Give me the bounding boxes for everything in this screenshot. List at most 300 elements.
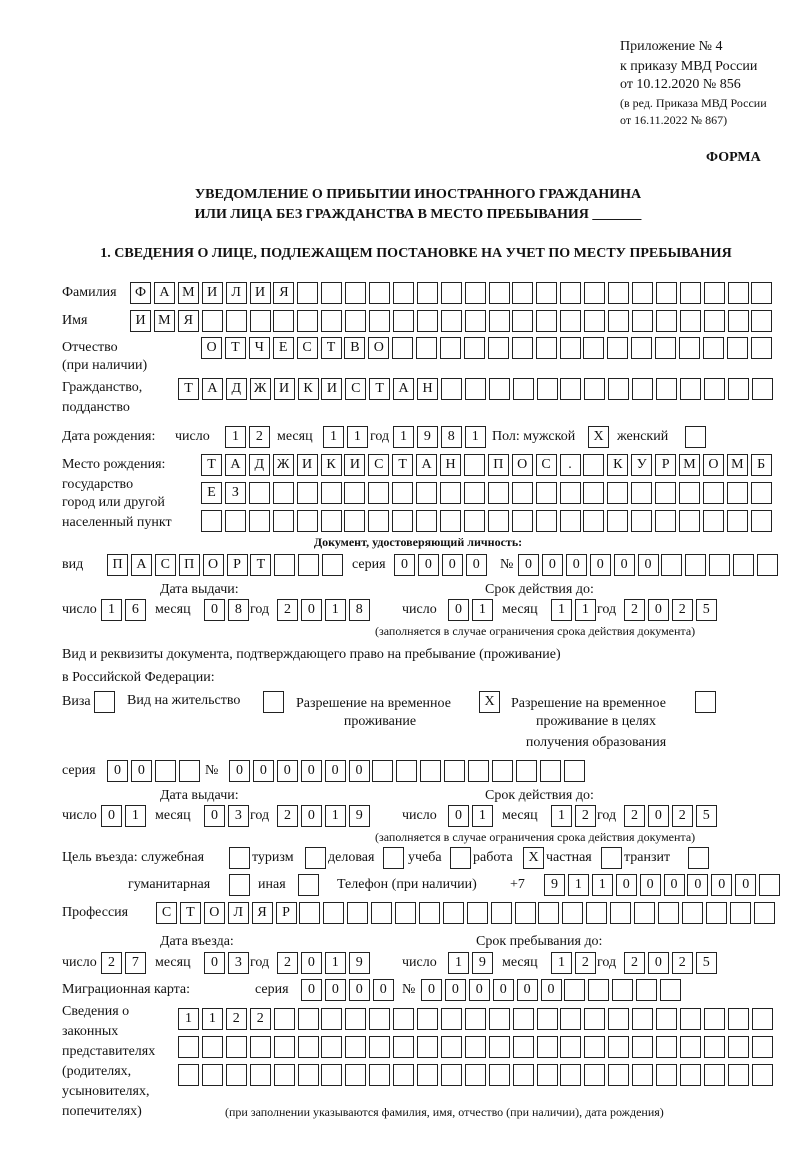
surname-box[interactable]: И xyxy=(250,282,271,304)
citizenship-box[interactable] xyxy=(584,378,605,400)
birthplace-box[interactable] xyxy=(464,454,485,476)
profession-box[interactable] xyxy=(658,902,679,924)
citizenship-box[interactable] xyxy=(632,378,653,400)
surname-box[interactable]: И xyxy=(202,282,223,304)
birthplace-box[interactable]: Е xyxy=(201,482,222,504)
representative-box[interactable] xyxy=(584,1064,605,1086)
profession-box[interactable] xyxy=(682,902,703,924)
year-box[interactable]: 2 xyxy=(672,805,693,827)
profession-box[interactable] xyxy=(467,902,488,924)
doc-kind-box[interactable]: П xyxy=(107,554,128,576)
citizenship-box[interactable] xyxy=(441,378,462,400)
patronymic-box[interactable] xyxy=(488,337,509,359)
representative-box[interactable] xyxy=(345,1064,366,1086)
purpose-checkbox[interactable] xyxy=(383,847,404,869)
representative-box[interactable] xyxy=(202,1036,223,1058)
surname-box[interactable]: Ф xyxy=(130,282,151,304)
profession-box[interactable] xyxy=(754,902,775,924)
day-box[interactable]: 9 xyxy=(472,952,493,974)
mig-series-box[interactable]: 0 xyxy=(325,979,346,1001)
trp-checkbox[interactable]: X xyxy=(479,691,500,713)
representative-box[interactable] xyxy=(321,1036,342,1058)
patronymic-box[interactable] xyxy=(655,337,676,359)
month-box[interactable]: 3 xyxy=(228,805,249,827)
day-box[interactable]: 1 xyxy=(225,426,246,448)
rp-number-box[interactable]: 0 xyxy=(349,760,370,782)
day-box[interactable]: 0 xyxy=(101,805,122,827)
representative-box[interactable] xyxy=(417,1064,438,1086)
surname-box[interactable] xyxy=(536,282,557,304)
representative-box[interactable] xyxy=(704,1008,725,1030)
year-box[interactable]: 2 xyxy=(277,805,298,827)
rp-number-box[interactable] xyxy=(372,760,393,782)
purpose-checkbox[interactable] xyxy=(688,847,709,869)
representative-box[interactable] xyxy=(465,1064,486,1086)
representative-box[interactable]: 1 xyxy=(202,1008,223,1030)
representative-box[interactable] xyxy=(465,1036,486,1058)
rp-series-box[interactable] xyxy=(179,760,200,782)
birthplace-box[interactable] xyxy=(464,510,485,532)
name-box[interactable] xyxy=(704,310,725,332)
doc-kind-box[interactable] xyxy=(274,554,295,576)
profession-box[interactable]: Т xyxy=(180,902,201,924)
patronymic-box[interactable] xyxy=(416,337,437,359)
rp-series-box[interactable]: 0 xyxy=(131,760,152,782)
surname-box[interactable] xyxy=(441,282,462,304)
rp-number-box[interactable]: 0 xyxy=(229,760,250,782)
surname-box[interactable] xyxy=(369,282,390,304)
representative-box[interactable] xyxy=(226,1036,247,1058)
representative-box[interactable] xyxy=(441,1036,462,1058)
birthplace-box[interactable] xyxy=(321,482,342,504)
day-box[interactable]: 2 xyxy=(249,426,270,448)
name-box[interactable] xyxy=(656,310,677,332)
name-box[interactable] xyxy=(273,310,294,332)
phone-box[interactable]: 1 xyxy=(568,874,589,896)
name-box[interactable] xyxy=(297,310,318,332)
citizenship-box[interactable] xyxy=(537,378,558,400)
mig-number-box[interactable]: 0 xyxy=(493,979,514,1001)
birthplace-box[interactable] xyxy=(488,482,509,504)
year-box[interactable]: 0 xyxy=(648,952,669,974)
birthplace-box[interactable] xyxy=(703,482,724,504)
representative-box[interactable] xyxy=(752,1064,773,1086)
patronymic-box[interactable]: С xyxy=(297,337,318,359)
birthplace-box[interactable] xyxy=(583,454,604,476)
citizenship-box[interactable]: Т xyxy=(369,378,390,400)
rp-number-box[interactable] xyxy=(564,760,585,782)
purpose-checkbox[interactable] xyxy=(298,874,319,896)
citizenship-box[interactable]: И xyxy=(321,378,342,400)
representative-box[interactable] xyxy=(369,1036,390,1058)
birthplace-box[interactable]: К xyxy=(607,454,628,476)
birthplace-box[interactable] xyxy=(679,482,700,504)
mig-number-box[interactable]: 0 xyxy=(541,979,562,1001)
surname-box[interactable] xyxy=(656,282,677,304)
representative-box[interactable] xyxy=(656,1064,677,1086)
birthplace-box[interactable] xyxy=(512,510,533,532)
year-box[interactable]: 2 xyxy=(277,952,298,974)
surname-box[interactable] xyxy=(321,282,342,304)
purpose-checkbox[interactable] xyxy=(229,874,250,896)
phone-box[interactable]: 0 xyxy=(640,874,661,896)
birthplace-box[interactable] xyxy=(727,482,748,504)
representative-box[interactable] xyxy=(369,1064,390,1086)
birthplace-box[interactable] xyxy=(368,510,389,532)
rp-number-box[interactable]: 0 xyxy=(277,760,298,782)
birthplace-box[interactable]: У xyxy=(631,454,652,476)
year-box[interactable]: 2 xyxy=(277,599,298,621)
profession-box[interactable] xyxy=(634,902,655,924)
representative-box[interactable] xyxy=(608,1036,629,1058)
birthplace-box[interactable] xyxy=(583,510,604,532)
month-box[interactable]: 1 xyxy=(575,599,596,621)
surname-box[interactable]: М xyxy=(178,282,199,304)
representative-box[interactable] xyxy=(680,1036,701,1058)
surname-box[interactable] xyxy=(560,282,581,304)
birthplace-box[interactable]: М xyxy=(727,454,748,476)
representative-box[interactable] xyxy=(417,1008,438,1030)
representative-box[interactable] xyxy=(274,1064,295,1086)
representative-box[interactable] xyxy=(584,1008,605,1030)
year-box[interactable]: 2 xyxy=(672,599,693,621)
day-box[interactable]: 0 xyxy=(448,805,469,827)
citizenship-box[interactable]: Н xyxy=(417,378,438,400)
birthplace-box[interactable] xyxy=(416,482,437,504)
representative-box[interactable] xyxy=(680,1064,701,1086)
phone-box[interactable]: 0 xyxy=(616,874,637,896)
profession-box[interactable] xyxy=(610,902,631,924)
doc-number-box[interactable] xyxy=(733,554,754,576)
purpose-checkbox[interactable]: X xyxy=(523,847,544,869)
doc-series-box[interactable]: 0 xyxy=(394,554,415,576)
month-box[interactable]: 1 xyxy=(551,952,572,974)
doc-number-box[interactable]: 0 xyxy=(614,554,635,576)
name-box[interactable] xyxy=(202,310,223,332)
surname-box[interactable]: Я xyxy=(273,282,294,304)
month-box[interactable]: 1 xyxy=(551,805,572,827)
day-box[interactable]: 1 xyxy=(125,805,146,827)
year-box[interactable]: 2 xyxy=(624,599,645,621)
doc-number-box[interactable] xyxy=(757,554,778,576)
representative-box[interactable] xyxy=(656,1008,677,1030)
doc-number-box[interactable]: 0 xyxy=(542,554,563,576)
citizenship-box[interactable] xyxy=(489,378,510,400)
representative-box[interactable] xyxy=(608,1008,629,1030)
representative-box[interactable] xyxy=(489,1008,510,1030)
representative-box[interactable] xyxy=(345,1036,366,1058)
birthplace-box[interactable] xyxy=(703,510,724,532)
male-checkbox[interactable]: X xyxy=(588,426,609,448)
birthplace-box[interactable] xyxy=(751,482,772,504)
surname-box[interactable] xyxy=(297,282,318,304)
profession-box[interactable] xyxy=(443,902,464,924)
birthplace-box[interactable] xyxy=(249,482,270,504)
phone-box[interactable] xyxy=(759,874,780,896)
representative-box[interactable] xyxy=(632,1036,653,1058)
year-box[interactable]: 9 xyxy=(349,805,370,827)
profession-box[interactable] xyxy=(538,902,559,924)
name-box[interactable] xyxy=(321,310,342,332)
representative-box[interactable] xyxy=(393,1064,414,1086)
surname-box[interactable] xyxy=(751,282,772,304)
doc-kind-box[interactable]: О xyxy=(203,554,224,576)
birthplace-box[interactable] xyxy=(344,482,365,504)
patronymic-box[interactable] xyxy=(392,337,413,359)
name-box[interactable] xyxy=(465,310,486,332)
patronymic-box[interactable]: В xyxy=(344,337,365,359)
birthplace-box[interactable] xyxy=(368,482,389,504)
profession-box[interactable]: Р xyxy=(276,902,297,924)
name-box[interactable]: М xyxy=(154,310,175,332)
doc-kind-box[interactable]: Т xyxy=(250,554,271,576)
day-box[interactable]: 1 xyxy=(101,599,122,621)
representative-box[interactable] xyxy=(202,1064,223,1086)
birthplace-box[interactable]: Р xyxy=(655,454,676,476)
citizenship-box[interactable]: К xyxy=(298,378,319,400)
patronymic-box[interactable]: Ч xyxy=(249,337,270,359)
citizenship-box[interactable]: А xyxy=(202,378,223,400)
patronymic-box[interactable] xyxy=(512,337,533,359)
citizenship-box[interactable]: Д xyxy=(226,378,247,400)
residence-checkbox[interactable] xyxy=(263,691,284,713)
patronymic-box[interactable] xyxy=(440,337,461,359)
rp-number-box[interactable] xyxy=(516,760,537,782)
surname-box[interactable]: А xyxy=(154,282,175,304)
patronymic-box[interactable]: Т xyxy=(225,337,246,359)
day-box[interactable]: 6 xyxy=(125,599,146,621)
representative-box[interactable] xyxy=(513,1008,534,1030)
birthplace-box[interactable] xyxy=(607,510,628,532)
name-box[interactable] xyxy=(536,310,557,332)
rp-number-box[interactable]: 0 xyxy=(301,760,322,782)
profession-box[interactable] xyxy=(515,902,536,924)
mig-number-box[interactable]: 0 xyxy=(421,979,442,1001)
birthplace-box[interactable] xyxy=(273,510,294,532)
birthplace-box[interactable] xyxy=(440,510,461,532)
profession-box[interactable] xyxy=(419,902,440,924)
birthplace-box[interactable] xyxy=(392,482,413,504)
name-box[interactable] xyxy=(489,310,510,332)
birthplace-box[interactable]: З xyxy=(225,482,246,504)
birthplace-box[interactable] xyxy=(631,482,652,504)
representative-box[interactable] xyxy=(489,1036,510,1058)
name-box[interactable] xyxy=(369,310,390,332)
surname-box[interactable] xyxy=(512,282,533,304)
rp-number-box[interactable] xyxy=(468,760,489,782)
birthplace-box[interactable] xyxy=(297,510,318,532)
mig-series-box[interactable]: 0 xyxy=(349,979,370,1001)
patronymic-box[interactable] xyxy=(464,337,485,359)
doc-number-box[interactable] xyxy=(661,554,682,576)
birthplace-box[interactable]: М xyxy=(679,454,700,476)
patronymic-box[interactable] xyxy=(536,337,557,359)
patronymic-box[interactable] xyxy=(751,337,772,359)
year-box[interactable]: 5 xyxy=(696,805,717,827)
doc-series-box[interactable]: 0 xyxy=(466,554,487,576)
representative-box[interactable] xyxy=(632,1064,653,1086)
month-box[interactable]: 1 xyxy=(551,599,572,621)
representative-box[interactable]: 1 xyxy=(178,1008,199,1030)
representative-box[interactable] xyxy=(632,1008,653,1030)
birthplace-box[interactable] xyxy=(751,510,772,532)
name-box[interactable] xyxy=(728,310,749,332)
surname-box[interactable] xyxy=(417,282,438,304)
patronymic-box[interactable] xyxy=(727,337,748,359)
citizenship-box[interactable] xyxy=(560,378,581,400)
birthplace-box[interactable]: О xyxy=(512,454,533,476)
purpose-checkbox[interactable] xyxy=(450,847,471,869)
year-box[interactable]: 1 xyxy=(465,426,486,448)
representative-box[interactable] xyxy=(441,1064,462,1086)
representative-box[interactable] xyxy=(728,1064,749,1086)
birthplace-box[interactable] xyxy=(536,482,557,504)
representative-box[interactable] xyxy=(441,1008,462,1030)
doc-number-box[interactable]: 0 xyxy=(638,554,659,576)
representative-box[interactable] xyxy=(465,1008,486,1030)
citizenship-box[interactable] xyxy=(608,378,629,400)
phone-box[interactable]: 1 xyxy=(592,874,613,896)
representative-box[interactable] xyxy=(274,1008,295,1030)
representative-box[interactable] xyxy=(250,1064,271,1086)
mig-number-box[interactable] xyxy=(564,979,585,1001)
surname-box[interactable] xyxy=(680,282,701,304)
doc-series-box[interactable]: 0 xyxy=(442,554,463,576)
citizenship-box[interactable] xyxy=(656,378,677,400)
year-box[interactable]: 0 xyxy=(648,599,669,621)
representative-box[interactable] xyxy=(537,1036,558,1058)
citizenship-box[interactable]: Ж xyxy=(250,378,271,400)
representative-box[interactable] xyxy=(537,1008,558,1030)
purpose-checkbox[interactable] xyxy=(601,847,622,869)
profession-box[interactable] xyxy=(299,902,320,924)
representative-box[interactable] xyxy=(417,1036,438,1058)
representative-box[interactable] xyxy=(752,1036,773,1058)
representative-box[interactable] xyxy=(226,1064,247,1086)
profession-box[interactable] xyxy=(586,902,607,924)
name-box[interactable] xyxy=(608,310,629,332)
birthplace-box[interactable]: К xyxy=(321,454,342,476)
mig-number-box[interactable] xyxy=(612,979,633,1001)
citizenship-box[interactable] xyxy=(680,378,701,400)
name-box[interactable] xyxy=(393,310,414,332)
profession-box[interactable] xyxy=(395,902,416,924)
birthplace-box[interactable]: Д xyxy=(249,454,270,476)
birthplace-box[interactable] xyxy=(560,482,581,504)
patronymic-box[interactable] xyxy=(607,337,628,359)
representative-box[interactable] xyxy=(274,1036,295,1058)
representative-box[interactable] xyxy=(560,1008,581,1030)
citizenship-box[interactable] xyxy=(728,378,749,400)
doc-kind-box[interactable]: П xyxy=(179,554,200,576)
citizenship-box[interactable]: Т xyxy=(178,378,199,400)
mig-series-box[interactable]: 0 xyxy=(301,979,322,1001)
representative-box[interactable] xyxy=(298,1008,319,1030)
representative-box[interactable] xyxy=(321,1064,342,1086)
rp-number-box[interactable]: 0 xyxy=(253,760,274,782)
birthplace-box[interactable] xyxy=(464,482,485,504)
year-box[interactable]: 0 xyxy=(648,805,669,827)
mig-series-box[interactable]: 0 xyxy=(373,979,394,1001)
surname-box[interactable] xyxy=(608,282,629,304)
year-box[interactable]: 8 xyxy=(349,599,370,621)
birthplace-box[interactable] xyxy=(560,510,581,532)
day-box[interactable]: 2 xyxy=(101,952,122,974)
representative-box[interactable] xyxy=(656,1036,677,1058)
birthplace-box[interactable] xyxy=(392,510,413,532)
representative-box[interactable] xyxy=(680,1008,701,1030)
representative-box[interactable] xyxy=(321,1008,342,1030)
purpose-checkbox[interactable] xyxy=(229,847,250,869)
rp-series-box[interactable]: 0 xyxy=(107,760,128,782)
patronymic-box[interactable] xyxy=(560,337,581,359)
name-box[interactable] xyxy=(560,310,581,332)
birthplace-box[interactable]: С xyxy=(536,454,557,476)
year-box[interactable]: 1 xyxy=(393,426,414,448)
profession-box[interactable] xyxy=(730,902,751,924)
phone-box[interactable]: 0 xyxy=(664,874,685,896)
year-box[interactable]: 5 xyxy=(696,952,717,974)
year-box[interactable]: 2 xyxy=(624,952,645,974)
visa-checkbox[interactable] xyxy=(94,691,115,713)
profession-box[interactable] xyxy=(371,902,392,924)
representative-box[interactable] xyxy=(560,1036,581,1058)
citizenship-box[interactable] xyxy=(513,378,534,400)
birthplace-box[interactable]: Н xyxy=(440,454,461,476)
profession-box[interactable] xyxy=(706,902,727,924)
year-box[interactable]: 9 xyxy=(417,426,438,448)
year-box[interactable]: 2 xyxy=(672,952,693,974)
patronymic-box[interactable] xyxy=(703,337,724,359)
rp-number-box[interactable] xyxy=(540,760,561,782)
birthplace-box[interactable] xyxy=(607,482,628,504)
birthplace-box[interactable] xyxy=(488,510,509,532)
year-box[interactable]: 9 xyxy=(349,952,370,974)
year-box[interactable]: 2 xyxy=(624,805,645,827)
birthplace-box[interactable] xyxy=(297,482,318,504)
year-box[interactable]: 0 xyxy=(301,805,322,827)
month-box[interactable]: 3 xyxy=(228,952,249,974)
birthplace-box[interactable]: Т xyxy=(392,454,413,476)
representative-box[interactable] xyxy=(608,1064,629,1086)
day-box[interactable]: 0 xyxy=(448,599,469,621)
citizenship-box[interactable] xyxy=(465,378,486,400)
name-box[interactable] xyxy=(632,310,653,332)
rp-number-box[interactable] xyxy=(492,760,513,782)
doc-series-box[interactable]: 0 xyxy=(418,554,439,576)
birthplace-box[interactable] xyxy=(321,510,342,532)
day-box[interactable]: 7 xyxy=(125,952,146,974)
surname-box[interactable] xyxy=(704,282,725,304)
birthplace-box[interactable]: А xyxy=(225,454,246,476)
doc-kind-box[interactable] xyxy=(298,554,319,576)
citizenship-box[interactable] xyxy=(704,378,725,400)
profession-box[interactable] xyxy=(323,902,344,924)
representative-box[interactable] xyxy=(584,1036,605,1058)
doc-number-box[interactable] xyxy=(709,554,730,576)
birthplace-box[interactable]: О xyxy=(703,454,724,476)
surname-box[interactable] xyxy=(632,282,653,304)
birthplace-box[interactable] xyxy=(440,482,461,504)
surname-box[interactable] xyxy=(393,282,414,304)
patronymic-box[interactable] xyxy=(583,337,604,359)
name-box[interactable] xyxy=(417,310,438,332)
profession-box[interactable]: Я xyxy=(252,902,273,924)
mig-number-box[interactable]: 0 xyxy=(517,979,538,1001)
representative-box[interactable] xyxy=(704,1036,725,1058)
rp-number-box[interactable] xyxy=(396,760,417,782)
citizenship-box[interactable]: А xyxy=(393,378,414,400)
